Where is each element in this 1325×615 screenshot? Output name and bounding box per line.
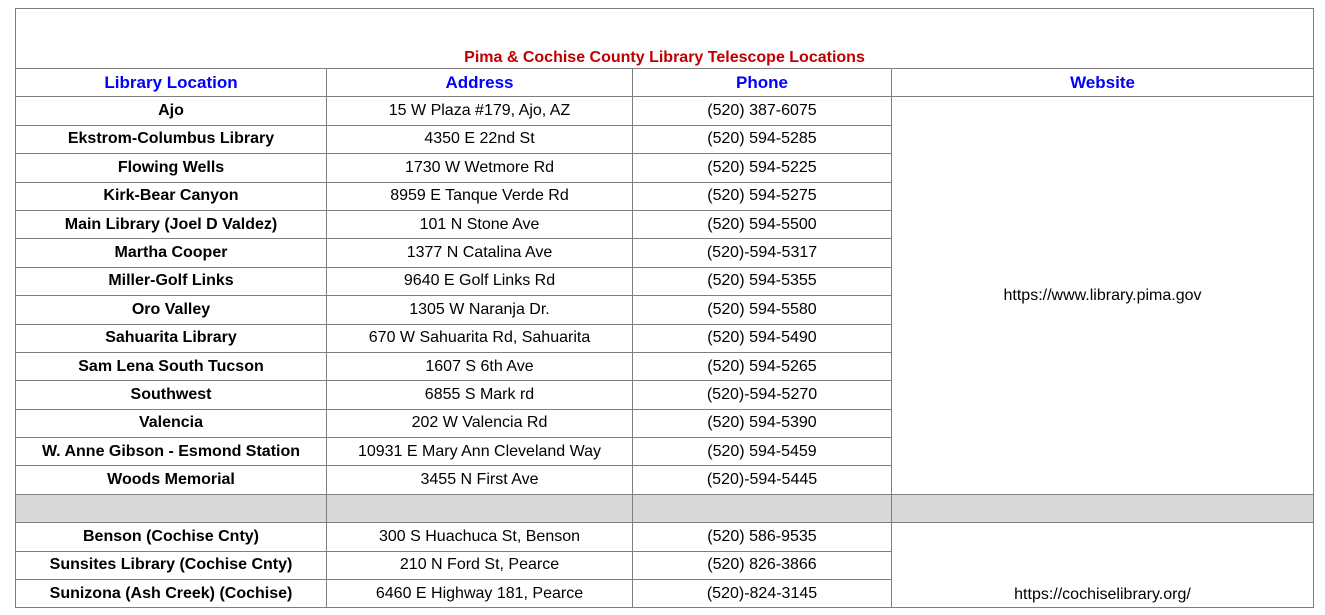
library-phone: (520) 594-5355 xyxy=(633,267,892,295)
library-phone: (520) 594-5390 xyxy=(633,409,892,437)
library-phone: (520) 594-5459 xyxy=(633,438,892,466)
library-phone: (520)-594-5445 xyxy=(633,466,892,494)
library-table xyxy=(15,8,1314,608)
table-row xyxy=(16,97,1314,125)
library-name: Kirk-Bear Canyon xyxy=(16,182,327,210)
title-row xyxy=(16,9,1314,69)
library-name: Flowing Wells xyxy=(16,154,327,182)
library-address: 15 W Plaza #179, Ajo, AZ xyxy=(327,97,633,125)
header-phone: Phone xyxy=(633,69,892,97)
library-phone: (520) 594-5285 xyxy=(633,125,892,153)
pima-website[interactable]: https://www.library.pima.gov xyxy=(892,97,1314,494)
library-phone: (520) 594-5500 xyxy=(633,210,892,238)
separator-row xyxy=(16,494,1314,522)
library-name: W. Anne Gibson - Esmond Station xyxy=(16,438,327,466)
library-address: 202 W Valencia Rd xyxy=(327,409,633,437)
library-name: Martha Cooper xyxy=(16,239,327,267)
library-address: 3455 N First Ave xyxy=(327,466,633,494)
library-phone: (520) 594-5580 xyxy=(633,296,892,324)
library-name: Valencia xyxy=(16,409,327,437)
library-address: 1305 W Naranja Dr. xyxy=(327,296,633,324)
table-title: Pima & Cochise County Library Telescope Locations xyxy=(16,9,1314,69)
library-address: 8959 E Tanque Verde Rd xyxy=(327,182,633,210)
library-name: Sam Lena South Tucson xyxy=(16,352,327,380)
library-address: 210 N Ford St, Pearce xyxy=(327,551,633,579)
cochise-website[interactable]: https://cochiselibrary.org/ xyxy=(892,523,1314,608)
library-address: 6460 E Highway 181, Pearce xyxy=(327,580,633,608)
library-phone: (520) 594-5225 xyxy=(633,154,892,182)
library-phone: (520)-594-5270 xyxy=(633,381,892,409)
separator-cell xyxy=(633,494,892,522)
library-address: 4350 E 22nd St xyxy=(327,125,633,153)
library-phone: (520) 387-6075 xyxy=(633,97,892,125)
library-name: Sahuarita Library xyxy=(16,324,327,352)
library-name: Southwest xyxy=(16,381,327,409)
library-address: 9640 E Golf Links Rd xyxy=(327,267,633,295)
library-phone: (520) 586-9535 xyxy=(633,523,892,551)
separator-cell xyxy=(892,494,1314,522)
library-address: 1377 N Catalina Ave xyxy=(327,239,633,267)
library-address: 670 W Sahuarita Rd, Sahuarita xyxy=(327,324,633,352)
library-phone: (520)-594-5317 xyxy=(633,239,892,267)
header-library-location: Library Location xyxy=(16,69,327,97)
library-name: Main Library (Joel D Valdez) xyxy=(16,210,327,238)
library-name: Oro Valley xyxy=(16,296,327,324)
library-phone: (520) 826-3866 xyxy=(633,551,892,579)
separator-cell xyxy=(16,494,327,522)
header-row xyxy=(16,69,1314,97)
header-address: Address xyxy=(327,69,633,97)
library-name: Benson (Cochise Cnty) xyxy=(16,523,327,551)
library-phone: (520) 594-5265 xyxy=(633,352,892,380)
library-address: 6855 S Mark rd xyxy=(327,381,633,409)
library-address: 1607 S 6th Ave xyxy=(327,352,633,380)
header-website: Website xyxy=(892,69,1314,97)
library-address: 101 N Stone Ave xyxy=(327,210,633,238)
library-name: Sunsites Library (Cochise Cnty) xyxy=(16,551,327,579)
library-name: Ekstrom-Columbus Library xyxy=(16,125,327,153)
library-phone: (520)-824-3145 xyxy=(633,580,892,608)
library-phone: (520) 594-5490 xyxy=(633,324,892,352)
table-row xyxy=(16,523,1314,551)
library-address: 1730 W Wetmore Rd xyxy=(327,154,633,182)
library-address: 10931 E Mary Ann Cleveland Way xyxy=(327,438,633,466)
library-name: Woods Memorial xyxy=(16,466,327,494)
library-name: Miller-Golf Links xyxy=(16,267,327,295)
library-name: Ajo xyxy=(16,97,327,125)
library-phone: (520) 594-5275 xyxy=(633,182,892,210)
separator-cell xyxy=(327,494,633,522)
library-name: Sunizona (Ash Creek) (Cochise) xyxy=(16,580,327,608)
library-address: 300 S Huachuca St, Benson xyxy=(327,523,633,551)
